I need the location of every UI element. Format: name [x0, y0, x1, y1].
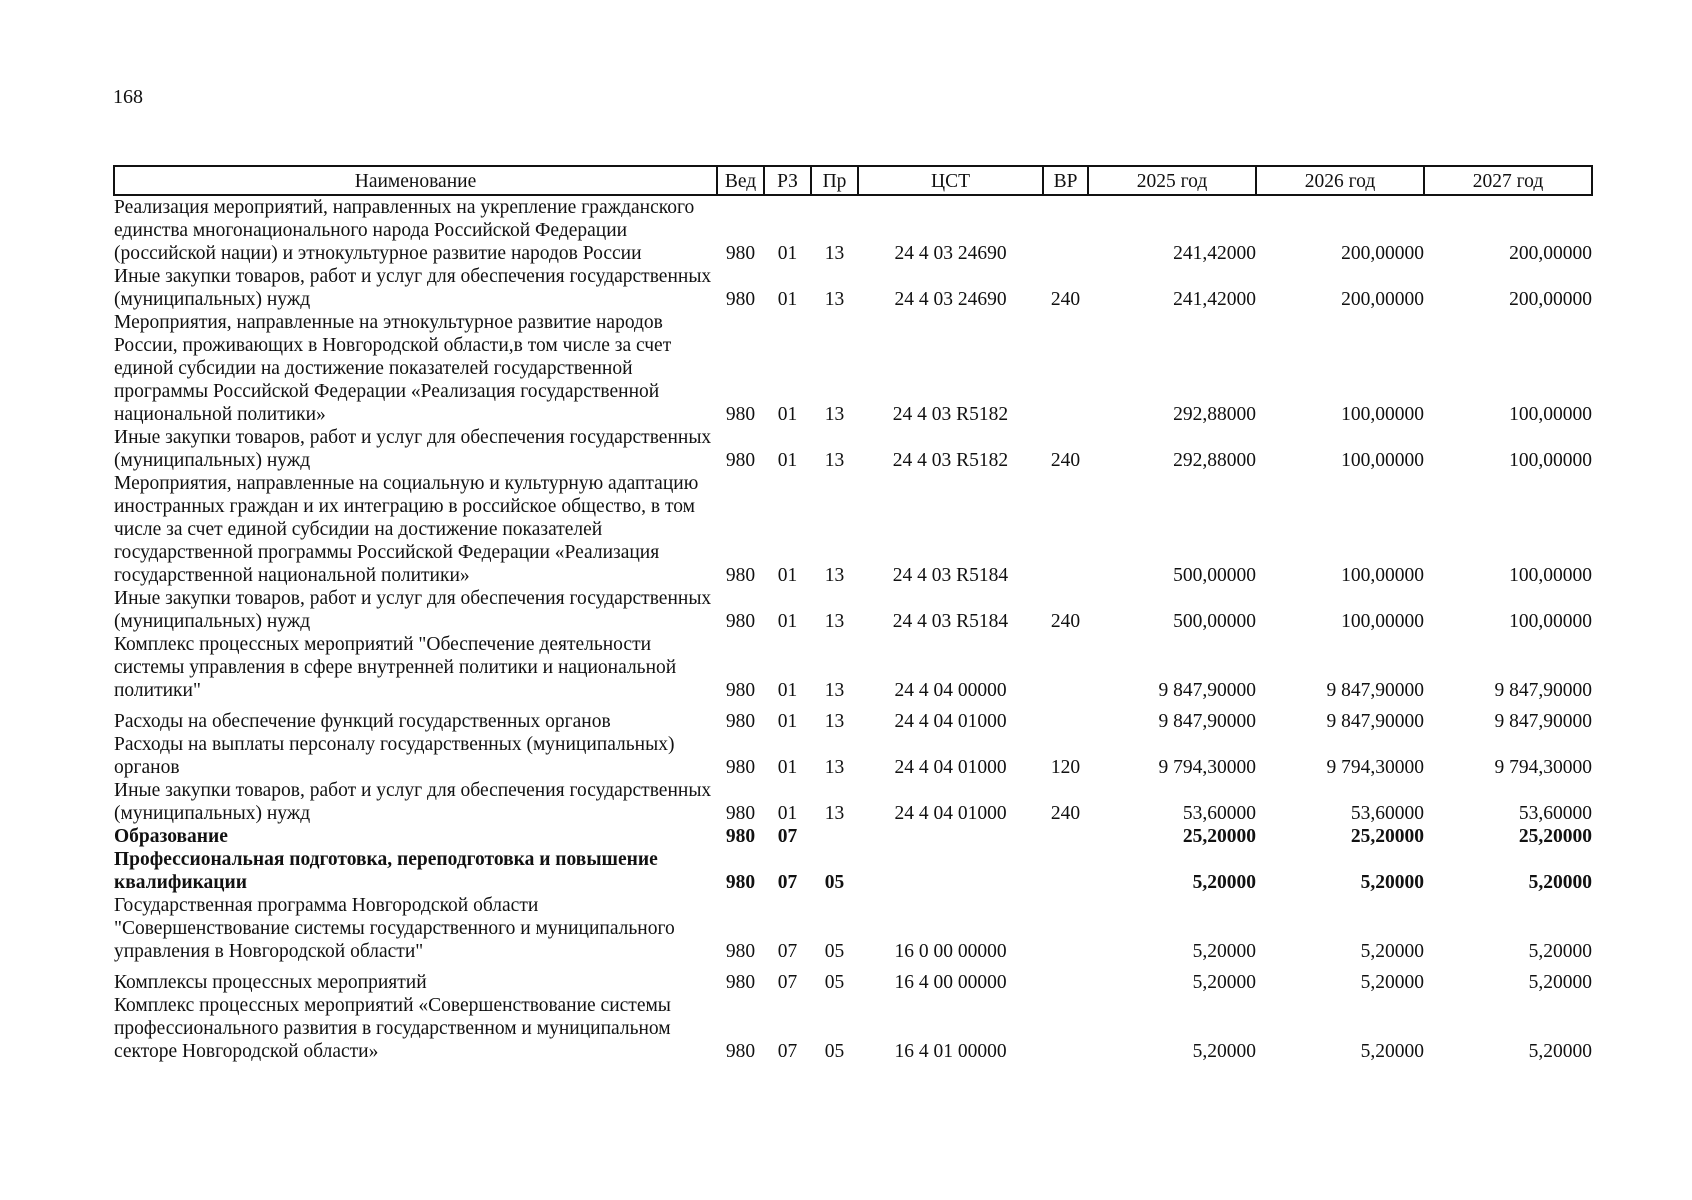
row-name: Комплексы процессных мероприятий — [114, 972, 427, 993]
row-rz: 01 — [777, 243, 798, 264]
row-cst: 24 4 04 01000 — [894, 803, 1007, 824]
row-rz: 07 — [777, 972, 798, 993]
row-name: Комплекс процессных мероприятий "Обеспечение деятельности системы управления в сфере внутренней политики и национальной политики" — [114, 634, 677, 701]
row-cst: 16 4 00 00000 — [894, 972, 1007, 993]
row-pr: 13 — [824, 680, 845, 701]
row-rz: 01 — [777, 803, 798, 824]
row-ved: 980 — [725, 826, 756, 847]
row-2027: 9 847,90000 — [1494, 711, 1592, 732]
table-row — [114, 848, 1592, 894]
row-2025: 53,60000 — [1182, 803, 1256, 824]
row-name: Реализация мероприятий, направленных на укрепление гражданского единства многонационального народа Российской Федерации (российской нации) и этнокультурное развитие народов России — [114, 197, 695, 264]
row-pr: 13 — [824, 243, 845, 264]
row-pr: 13 — [824, 565, 845, 586]
budget-table — [113, 165, 1593, 1063]
table-row — [114, 733, 1592, 779]
row-ved: 980 — [725, 565, 756, 586]
row-2026: 100,00000 — [1341, 565, 1424, 586]
row-cst: 24 4 04 01000 — [894, 757, 1007, 778]
row-cst: 24 4 03 R5184 — [892, 611, 1009, 632]
row-cst: 16 4 01 00000 — [894, 1041, 1007, 1062]
row-2026: 9 847,90000 — [1326, 680, 1424, 701]
row-pr: 13 — [824, 803, 845, 824]
row-cst: 24 4 03 R5182 — [892, 404, 1009, 425]
row-name: Иные закупки товаров, работ и услуг для обеспечения государственных (муниципальных) нужд — [114, 588, 712, 632]
row-ved: 980 — [725, 611, 756, 632]
row-ved: 980 — [725, 289, 756, 310]
table-row — [114, 426, 1592, 472]
row-2025: 5,20000 — [1192, 972, 1256, 993]
row-ved: 980 — [725, 757, 756, 778]
header-rz: РЗ — [764, 166, 811, 195]
row-vr — [1043, 633, 1088, 702]
row-ved: 980 — [725, 243, 756, 264]
row-vr — [1043, 848, 1088, 894]
row-2025: 9 794,30000 — [1158, 757, 1256, 778]
row-ved: 980 — [725, 680, 756, 701]
row-2026: 5,20000 — [1360, 972, 1424, 993]
row-vr — [1043, 963, 1088, 994]
row-cst: 24 4 03 R5184 — [892, 565, 1009, 586]
row-rz: 01 — [777, 711, 798, 732]
row-name: Иные закупки товаров, работ и услуг для обеспечения государственных (муниципальных) нужд — [114, 266, 712, 310]
row-2026: 200,00000 — [1341, 243, 1424, 264]
row-name: Иные закупки товаров, работ и услуг для обеспечения государственных (муниципальных) нужд — [114, 427, 712, 471]
row-vr — [1043, 825, 1088, 848]
row-2025: 292,88000 — [1173, 404, 1256, 425]
row-2027: 9 847,90000 — [1494, 680, 1592, 701]
row-2025: 241,42000 — [1173, 289, 1256, 310]
row-pr: 13 — [824, 289, 845, 310]
row-ved: 980 — [725, 803, 756, 824]
row-vr: 240 — [1050, 289, 1081, 310]
row-2025: 241,42000 — [1173, 243, 1256, 264]
row-cst — [858, 825, 1043, 848]
row-ved: 980 — [725, 1041, 756, 1062]
row-2026: 100,00000 — [1341, 404, 1424, 425]
row-name: Расходы на выплаты персоналу государственных (муниципальных) органов — [114, 734, 675, 778]
header-ved: Вед — [717, 166, 764, 195]
row-pr: 05 — [824, 972, 845, 993]
row-2025: 292,88000 — [1173, 450, 1256, 471]
row-pr: 05 — [824, 1041, 845, 1062]
row-rz: 01 — [777, 680, 798, 701]
row-2026: 9 794,30000 — [1326, 757, 1424, 778]
table-row — [114, 472, 1592, 587]
row-2026: 25,20000 — [1350, 826, 1424, 847]
row-ved: 980 — [725, 872, 756, 893]
table-row — [114, 265, 1592, 311]
row-2025: 25,20000 — [1182, 826, 1256, 847]
row-2027: 5,20000 — [1528, 1041, 1592, 1062]
row-rz: 07 — [777, 941, 798, 962]
row-2027: 9 794,30000 — [1494, 757, 1592, 778]
row-pr: 13 — [824, 711, 845, 732]
table-row — [114, 311, 1592, 426]
table-row — [114, 825, 1592, 848]
header-2027: 2027 год — [1424, 166, 1592, 195]
row-2026: 100,00000 — [1341, 450, 1424, 471]
row-2027: 53,60000 — [1518, 803, 1592, 824]
table-row — [114, 994, 1592, 1063]
page-number: 168 — [113, 86, 143, 108]
row-vr — [1043, 702, 1088, 733]
row-name: Расходы на обеспечение функций государственных органов — [114, 711, 611, 732]
row-2027: 5,20000 — [1528, 972, 1592, 993]
table-row — [114, 963, 1592, 994]
table-row — [114, 702, 1592, 733]
row-2027: 100,00000 — [1509, 611, 1592, 632]
row-2026: 5,20000 — [1360, 941, 1424, 962]
row-2025: 5,20000 — [1192, 941, 1256, 962]
row-cst: 24 4 04 00000 — [894, 680, 1007, 701]
row-name: Иные закупки товаров, работ и услуг для обеспечения государственных (муниципальных) нужд — [114, 780, 712, 824]
row-vr — [1043, 472, 1088, 587]
row-2025: 500,00000 — [1173, 611, 1256, 632]
row-rz: 01 — [777, 565, 798, 586]
row-2025: 500,00000 — [1173, 565, 1256, 586]
row-cst: 24 4 03 24690 — [894, 243, 1007, 264]
row-2027: 200,00000 — [1509, 289, 1592, 310]
row-2026: 100,00000 — [1341, 611, 1424, 632]
row-vr: 240 — [1050, 803, 1081, 824]
row-ved: 980 — [725, 450, 756, 471]
row-pr: 05 — [824, 872, 845, 893]
row-vr: 120 — [1050, 757, 1081, 778]
row-vr: 240 — [1050, 611, 1081, 632]
row-name: Образование — [114, 826, 228, 847]
row-name: Профессиональная подготовка, переподготовка и повышение квалификации — [114, 849, 658, 893]
row-ved: 980 — [725, 404, 756, 425]
row-name: Мероприятия, направленные на социальную и культурную адаптацию иностранных граждан и их интеграцию в российское общество, в том числе за счет единой субсидии на достижение показателей государственной программы Российской Федерации «Реализация государственной национальной политики» — [114, 473, 699, 586]
row-rz: 01 — [777, 611, 798, 632]
row-2025: 9 847,90000 — [1158, 711, 1256, 732]
row-2027: 5,20000 — [1528, 872, 1592, 893]
row-rz: 07 — [777, 1041, 798, 1062]
row-vr — [1043, 311, 1088, 426]
row-pr: 13 — [824, 757, 845, 778]
header-2026: 2026 год — [1256, 166, 1424, 195]
row-ved: 980 — [725, 972, 756, 993]
row-2027: 100,00000 — [1509, 565, 1592, 586]
row-vr: 240 — [1050, 450, 1081, 471]
header-pr: Пр — [811, 166, 858, 195]
row-rz: 07 — [777, 872, 798, 893]
table-row — [114, 195, 1592, 265]
row-2025: 5,20000 — [1192, 872, 1256, 893]
header-2025: 2025 год — [1088, 166, 1256, 195]
row-ved: 980 — [725, 711, 756, 732]
row-cst: 24 4 03 R5182 — [892, 450, 1009, 471]
row-2026: 53,60000 — [1350, 803, 1424, 824]
row-2027: 100,00000 — [1509, 404, 1592, 425]
row-name: Государственная программа Новгородской области "Совершенствование системы государственного и муниципального управления в Новгородской области" — [114, 895, 675, 962]
header-vr: ВР — [1043, 166, 1088, 195]
row-2027: 100,00000 — [1509, 450, 1592, 471]
row-2027: 5,20000 — [1528, 941, 1592, 962]
row-pr: 05 — [824, 941, 845, 962]
table-header-row — [114, 166, 1592, 195]
row-ved: 980 — [725, 941, 756, 962]
row-pr: 13 — [824, 611, 845, 632]
header-name: Наименование — [114, 166, 717, 195]
row-rz: 01 — [777, 757, 798, 778]
row-vr — [1043, 894, 1088, 963]
row-vr — [1043, 994, 1088, 1063]
row-cst — [858, 848, 1043, 894]
row-2027: 200,00000 — [1509, 243, 1592, 264]
row-pr: 13 — [824, 404, 845, 425]
row-pr: 13 — [824, 450, 845, 471]
row-2026: 5,20000 — [1360, 1041, 1424, 1062]
row-cst: 24 4 04 01000 — [894, 711, 1007, 732]
row-cst: 24 4 03 24690 — [894, 289, 1007, 310]
row-rz: 01 — [777, 404, 798, 425]
row-cst: 16 0 00 00000 — [894, 941, 1007, 962]
row-rz: 07 — [777, 826, 798, 847]
row-2025: 5,20000 — [1192, 1041, 1256, 1062]
row-2026: 5,20000 — [1360, 872, 1424, 893]
row-pr — [811, 825, 858, 848]
row-2026: 200,00000 — [1341, 289, 1424, 310]
row-vr — [1043, 195, 1088, 265]
table-row — [114, 894, 1592, 963]
row-name: Комплекс процессных мероприятий «Совершенствование системы профессионального развития в государственном и муниципальном секторе Новгородской области» — [114, 995, 671, 1062]
row-rz: 01 — [777, 289, 798, 310]
table-row — [114, 587, 1592, 633]
row-2025: 9 847,90000 — [1158, 680, 1256, 701]
row-2027: 25,20000 — [1518, 826, 1592, 847]
row-rz: 01 — [777, 450, 798, 471]
row-name: Мероприятия, направленные на этнокультурное развитие народов России, проживающих в Новгородской области,в том числе за счет единой субсидии на достижение показателей государственной программы Российской Федерации «Реализация государственной национальной политики» — [114, 312, 672, 425]
table-row — [114, 779, 1592, 825]
header-cst: ЦСТ — [858, 166, 1043, 195]
table-row — [114, 633, 1592, 702]
row-2026: 9 847,90000 — [1326, 711, 1424, 732]
